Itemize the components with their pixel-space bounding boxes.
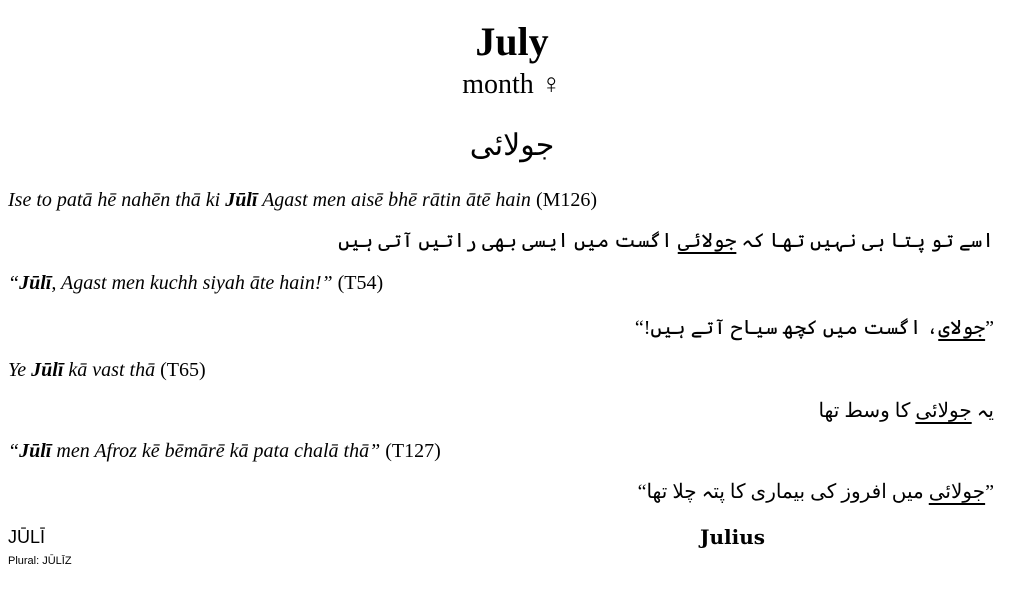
example-source: (T54) [337,272,384,294]
plural-form: Plural: JŪLĪZ [8,555,72,567]
example-keyword: Jūlī [225,189,258,211]
example-urdu-3: یہ جولائی کا وسط تھا [818,400,994,422]
example-romanized-2: “Jūlī, Agast men kuchh siyah āte hain!” (T54) [8,272,384,294]
example-keyword: Jūlī [19,272,52,294]
grammar-info: month ♀ [462,69,562,100]
example-romanized-3: Ye Jūlī kā vast thā (T65) [8,359,206,381]
example-keyword: Jūlī [19,440,52,462]
etymology: Julius [700,525,765,549]
example-romanized-4: “Jūlī men Afroz kē bēmārē kā pata chalā thā” (T127) [8,440,441,462]
transliteration-lemma: JŪLĪ [8,527,46,547]
example-source: (T127) [385,440,441,462]
urdu-keyword: جولای [938,317,986,339]
example-source: (T65) [160,359,206,381]
example-urdu-4: ”جولائی میں افروز کی بیماری کا پتہ چلا تھا“ [637,481,994,503]
urdu-headword: جولائی [469,129,555,162]
example-source: (M126) [535,189,598,211]
example-urdu-1: اسے تو پتا ہی نہیں تھا کہ جولائی اگست میں ایسی بھی راتیں آتی ہیں [338,230,994,252]
urdu-keyword: جولائی [928,481,986,503]
urdu-keyword: جولائی [677,230,737,252]
example-romanized-1: Ise to patā hē nahēn thā ki Jūlī Agast men aisē bhē rātin ātē hain (M126) [8,189,598,211]
headword: July [475,19,549,64]
example-urdu-2: ”جولای، اگست میں کچھ سیاح آتے ہیں!“ [634,317,994,339]
urdu-keyword: جولائی [915,400,972,422]
example-keyword: Jūlī [31,359,64,381]
